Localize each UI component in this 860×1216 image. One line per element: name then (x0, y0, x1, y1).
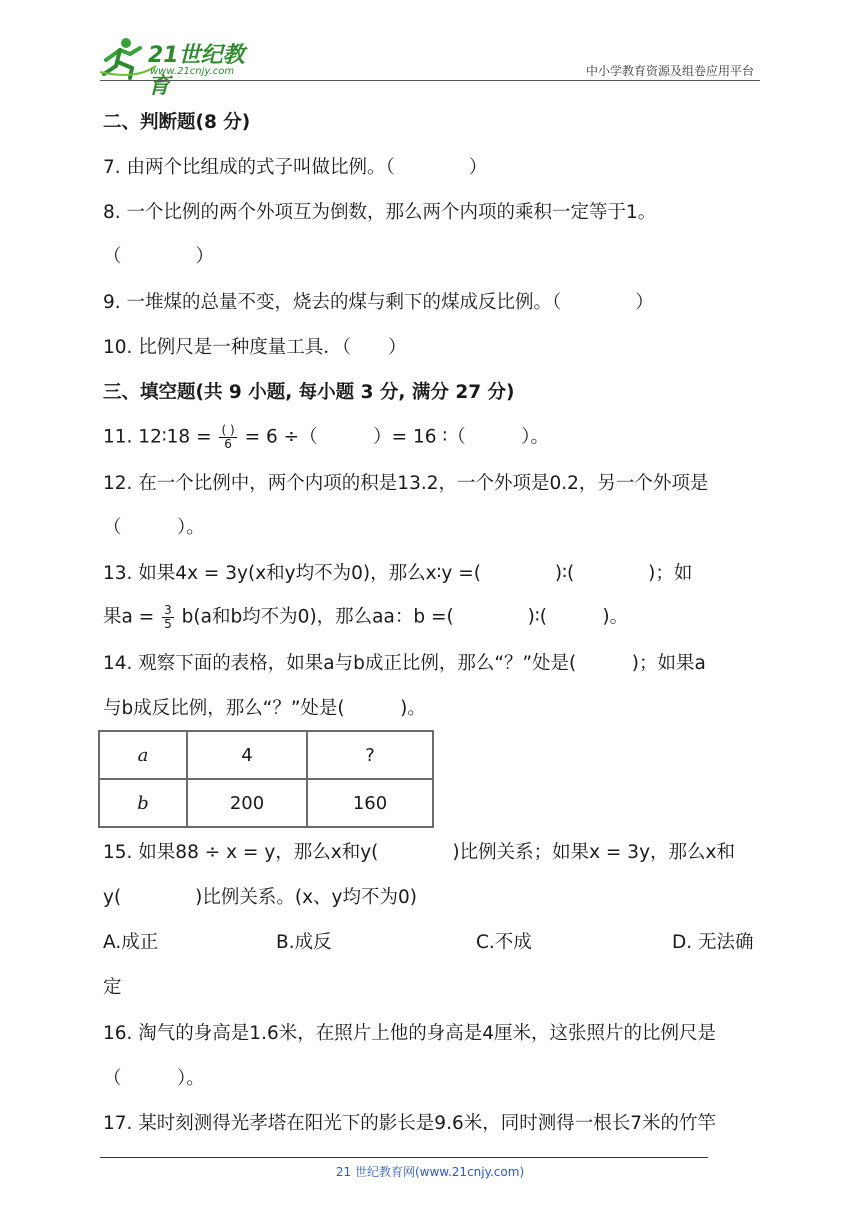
question-15-line1: 15. 如果88 ÷ x = y，那么x和y( )比例关系；如果x = 3y，那么x和 (103, 842, 735, 863)
question-11-start: 11. 12∶18 = (103, 426, 212, 448)
question-11-end: = 6 ÷（ ）= 16 ∶（ ）。 (244, 426, 549, 448)
question-11-fraction (219, 424, 236, 451)
question-14-line1: 14. 观察下面的表格，如果a与b成正比例，那么“？”处是( )；如果a (103, 653, 706, 674)
question-13-line2-start: 果a = (103, 606, 155, 628)
header-tagline: 中小学教育资源及组卷应用平台 (585, 64, 754, 78)
table-cell: b (99, 779, 187, 827)
table-cell: a (99, 731, 187, 779)
header-divider (100, 80, 760, 81)
section-2-title: 二、判断题(8 分) (103, 112, 251, 133)
option-a: A.成正 (103, 932, 159, 953)
fraction-numerator: ( ) (221, 423, 235, 437)
question-13-line2 (103, 604, 760, 631)
question-9: 9. 一堆煤的总量不变，烧去的煤与剩下的煤成反比例。（ ） (103, 292, 654, 313)
question-7: 7. 由两个比组成的式子叫做比例。（ ） (103, 157, 488, 178)
question-13-line2-end: b(a和b均不为0)，那么aa：b =( )∶( )。 (181, 606, 629, 628)
table-cell: 4 (187, 731, 307, 779)
section-3-title: 三、填空题(共 9 小题, 每小题 3 分, 满分 27 分) (103, 382, 515, 403)
proportion-table (98, 730, 434, 828)
question-15-line2: y( )比例关系。(x、y均不为0) (103, 887, 417, 908)
question-14-line2: 与b成反比例，那么“？”处是( )。 (103, 698, 426, 719)
question-12-line2: （ ）。 (103, 517, 205, 538)
option-d-wrap: 定 (103, 977, 122, 998)
option-d: D. 无法确 (672, 932, 754, 953)
table-row (99, 731, 433, 779)
question-17-line1: 17. 某时刻测得光孝塔在阳光下的影长是9.6米，同时测得一根长7米的竹竿 (103, 1113, 716, 1134)
logo-text: 21世纪教育 (148, 43, 245, 99)
question-8-line2: （ ） (103, 246, 215, 267)
fraction-denominator: 6 (224, 437, 232, 451)
question-12-line1: 12. 在一个比例中，两个内项的积是13.2，一个外项是0.2，另一个外项是 (103, 473, 709, 494)
table-cell: ? (307, 731, 433, 779)
logo-url: www.21cnjy.com (150, 66, 235, 77)
question-10: 10. 比例尺是一种度量工具．（ ） (103, 337, 407, 358)
question-16-line1: 16. 淘气的身高是1.6米，在照片上他的身高是4厘米，这张照片的比例尺是 (103, 1023, 716, 1044)
fraction-denominator: 5 (164, 617, 172, 631)
question-8-line1: 8. 一个比例的两个外项互为倒数，那么两个内项的乘积一定等于1。 (103, 202, 657, 223)
table-row (99, 779, 433, 827)
question-11 (103, 424, 760, 451)
fraction-numerator: 3 (164, 603, 172, 617)
table-cell: 160 (307, 779, 433, 827)
option-c: C.不成 (476, 932, 532, 953)
site-logo (96, 36, 266, 99)
footer-divider (100, 1157, 708, 1158)
footer-text[interactable]: 21 世纪教育网(www.21cnjy.com) (335, 1165, 525, 1179)
question-13-line1: 13. 如果4x = 3y(x和y均不为0)，那么x∶y =( )∶( )；如 (103, 563, 693, 584)
question-16-line2: （ ）。 (103, 1068, 205, 1089)
option-b: B.成反 (276, 932, 332, 953)
question-13-fraction (162, 604, 174, 631)
table-cell: 200 (187, 779, 307, 827)
